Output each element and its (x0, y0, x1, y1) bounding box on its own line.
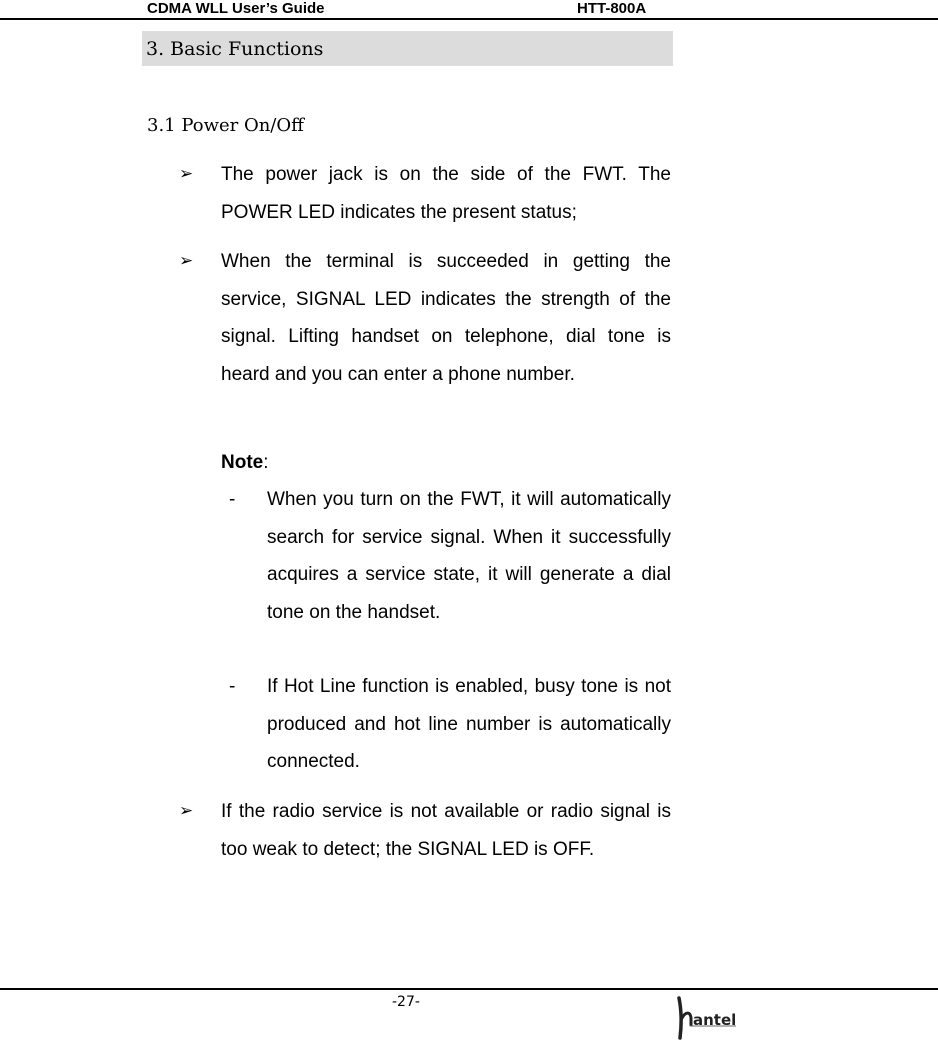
section-title: 3. Basic Functions (146, 38, 324, 60)
bullet-text-2: When the terminal is succeeded in getting the service, SIGNAL LED indicates the strength of the signal. Lifting handset on telephone, dial tone is heard and you can enter a phone number. (221, 251, 671, 385)
hantel-logo-icon (676, 994, 744, 1040)
bullet-text-3: If the radio service is not available or radio signal is too weak to detect; the SIGNAL LED is OFF. (221, 801, 671, 860)
note-label (221, 444, 269, 482)
header-doc-title: CDMA WLL User’s Guide (147, 0, 325, 17)
bullet-text-1: The power jack is on the side of the FWT. The POWER LED indicates the present status; (221, 164, 671, 223)
svg-text:antel: antel (693, 1011, 737, 1029)
note-dash: - (229, 489, 236, 510)
section-heading-bar (142, 31, 673, 66)
note-item-1: When you turn on the FWT, it will automatically search for service signal. When it successfully acquires a service state, it will generate a dial tone on the handset. (267, 489, 671, 623)
header-rule (0, 18, 938, 20)
note-label-text: Note (221, 452, 264, 473)
footer-rule (0, 988, 938, 990)
bullet-arrow-icon: ➢ (179, 251, 194, 271)
note-item-2: If Hot Line function is enabled, busy tone is not produced and hot line number is automatically connected. (267, 676, 671, 772)
bullet-arrow-icon: ➢ (179, 164, 194, 184)
note-dash: - (229, 676, 236, 697)
subsection-title: 3.1 Power On/Off (147, 115, 304, 136)
header-model: HTT-800A (577, 0, 647, 17)
note-colon: : (263, 452, 269, 473)
bullet-arrow-icon: ➢ (179, 801, 194, 821)
page-number: -27- (392, 994, 420, 1010)
